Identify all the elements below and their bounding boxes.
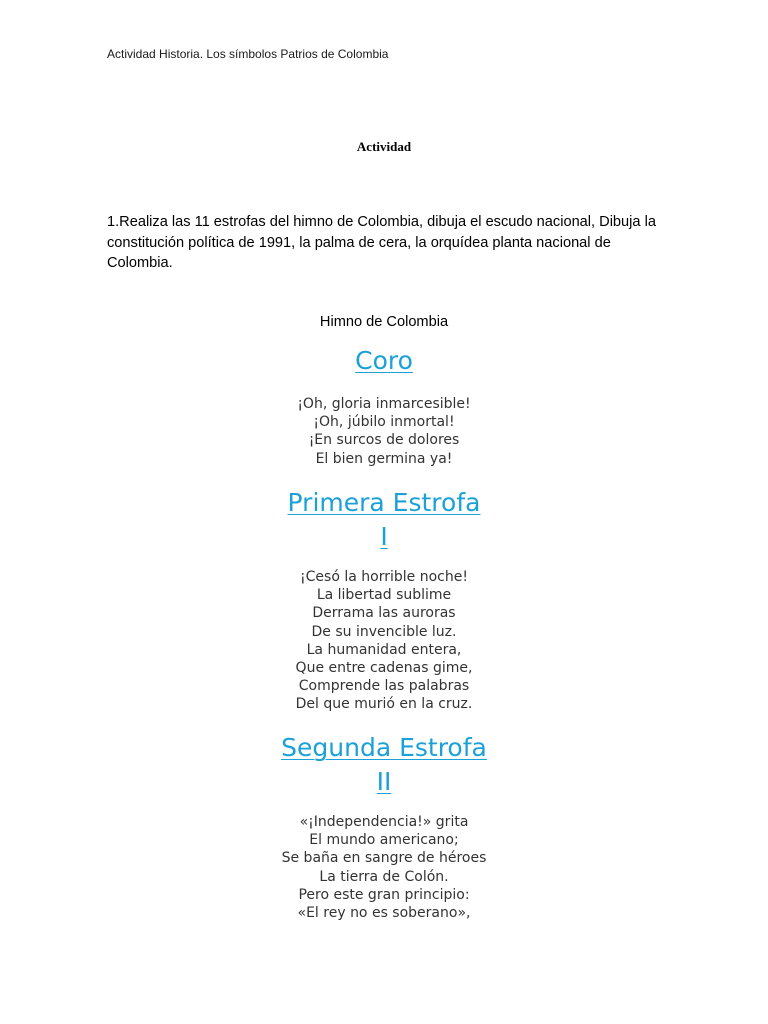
verse-line: ¡Oh, gloria inmarcesible!	[297, 396, 471, 412]
verse-line: «El rey no es soberano»,	[297, 905, 471, 922]
verse-line: Pero este gran principio:	[298, 886, 470, 903]
heading-line[interactable]: Coro	[355, 346, 413, 375]
activity-instruction: 1.Realiza las 11 estrofas del himno de Colombia, dibuja el escudo nacional, Dibuja la constitución política de 1991, la palma de cera, la orquídea planta nacional de Colombia.	[107, 214, 656, 271]
section-heading-primera-estrofa[interactable]	[0, 486, 768, 554]
verse-line: La libertad sublime	[316, 587, 452, 604]
verse-line: La tierra de Colón.	[319, 868, 449, 885]
verse-line: «¡Independencia!» grita	[299, 814, 469, 830]
section-heading-coro[interactable]	[0, 344, 768, 378]
verse-segunda-estrofa	[0, 813, 768, 922]
heading-line[interactable]: II	[376, 767, 392, 796]
hymn-title: Himno de Colombia	[319, 314, 449, 330]
heading-line[interactable]: I	[380, 522, 388, 551]
verse-line: El mundo americano;	[309, 832, 459, 849]
document-title: Actividad	[356, 139, 412, 154]
verse-line: Del que murió en la cruz.	[295, 696, 473, 713]
verse-line: ¡Oh, júbilo inmortal!	[313, 414, 455, 431]
heading-line[interactable]: Primera Estrofa	[287, 488, 481, 517]
verse-line: ¡Cesó la horrible noche!	[300, 569, 468, 585]
page-header: Actividad Historia. Los símbolos Patrios de Colombia	[107, 47, 389, 61]
verse-line: Derrama las auroras	[312, 605, 456, 622]
verse-line: La humanidad entera,	[306, 641, 462, 658]
section-heading-segunda-estrofa[interactable]	[0, 731, 768, 799]
verse-line: El bien germina ya!	[315, 450, 453, 467]
verse-line: Que entre cadenas gime,	[295, 660, 473, 677]
verse-line: Se baña en sangre de héroes	[281, 850, 487, 867]
verse-line: De su invencible luz.	[311, 623, 457, 640]
verse-coro	[0, 395, 768, 468]
verse-line: Comprende las palabras	[298, 678, 470, 695]
heading-line[interactable]: Segunda Estrofa	[281, 733, 487, 762]
verse-line: ¡En surcos de dolores	[308, 432, 460, 449]
verse-primera-estrofa	[0, 568, 768, 714]
